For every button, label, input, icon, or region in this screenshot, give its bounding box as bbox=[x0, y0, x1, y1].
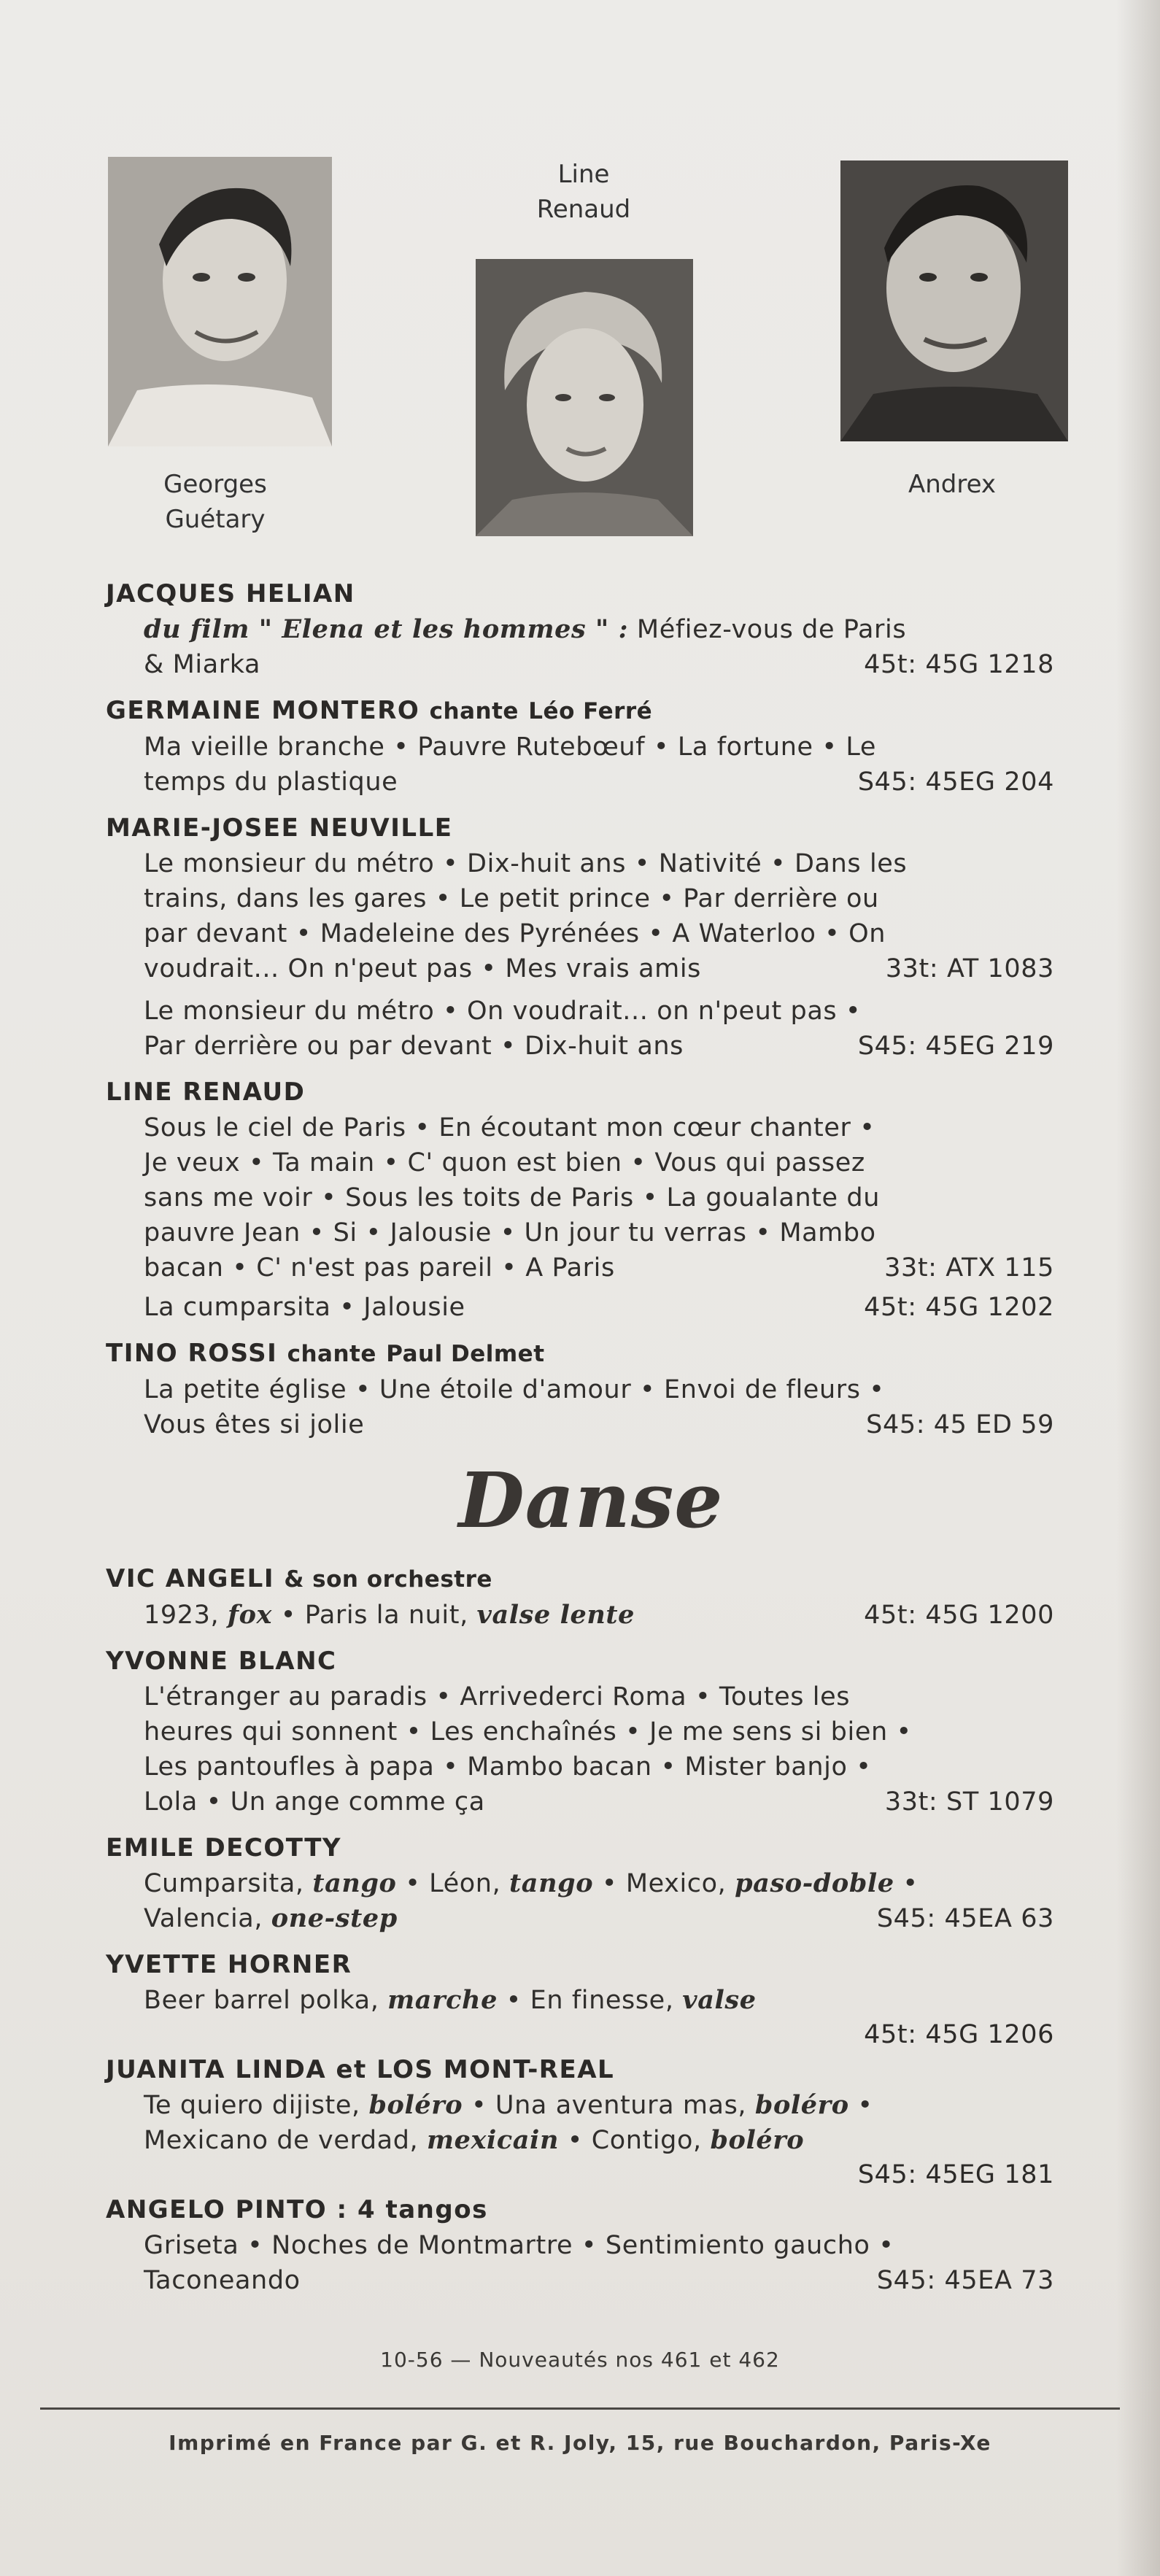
track-text: Valencia, bbox=[144, 1904, 271, 1933]
dance-style: fox bbox=[227, 1600, 273, 1630]
track-line bbox=[144, 1866, 1054, 1901]
artist-block-linda bbox=[106, 2051, 1054, 2192]
track-text: • bbox=[894, 1869, 919, 1898]
artist-name: YVONNE BLANC bbox=[106, 1647, 337, 1676]
catalog-ref: 33t: ATX 115 bbox=[884, 1253, 1054, 1283]
track-line bbox=[144, 1983, 1054, 2018]
artist-main: GERMAINE MONTERO bbox=[106, 696, 420, 725]
dance-style: boléro bbox=[368, 2090, 463, 2120]
track-line bbox=[144, 1250, 1054, 1285]
caption-andrex: Andrex bbox=[908, 470, 997, 499]
artist-name: JACQUES HELIAN bbox=[106, 579, 355, 608]
track-line bbox=[144, 1407, 1054, 1442]
track-text: Par derrière ou par devant • Dix-huit ans bbox=[144, 1032, 684, 1061]
track-text: • Contigo, bbox=[559, 2126, 711, 2155]
artist-composer: Paul Delmet bbox=[386, 1341, 545, 1367]
caption-georges bbox=[109, 467, 321, 537]
portrait-georges-image bbox=[108, 157, 332, 446]
track-line: sans me voir • Sous les toits de Paris • La goualante du bbox=[144, 1183, 881, 1212]
track-line bbox=[144, 951, 1054, 986]
artist-block-angeli bbox=[106, 1560, 1054, 1633]
track-text: Beer barrel polka, bbox=[144, 1986, 388, 2015]
catalog-ref: 45t: 45G 1202 bbox=[864, 1293, 1054, 1322]
track-text: temps du plastique bbox=[144, 767, 398, 797]
track-line: par devant • Madeleine des Pyrénées • A Waterloo • On bbox=[144, 919, 886, 948]
portrait-andrex-image bbox=[840, 160, 1068, 441]
artist-block-montero bbox=[106, 692, 1054, 800]
track-line: Sous le ciel de Paris • En écoutant mon cœur chanter • bbox=[144, 1113, 875, 1142]
artist-block-rossi bbox=[106, 1335, 1054, 1442]
dance-style: tango bbox=[312, 1868, 397, 1898]
track-line: heures qui sonnent • Les enchaînés • Je me sens si bien • bbox=[144, 1717, 912, 1747]
artist-name: MARIE-JOSEE NEUVILLE bbox=[106, 813, 453, 843]
artist-name bbox=[106, 1335, 1054, 1372]
artist-name bbox=[106, 692, 1054, 730]
dance-style: one-step bbox=[271, 1903, 398, 1933]
track-text: Mexicano de verdad, bbox=[144, 2126, 427, 2155]
track-line bbox=[144, 2123, 1054, 2158]
track-line: La petite église • Une étoile d'amour • Envoi de fleurs • bbox=[144, 1375, 885, 1404]
portrait-line-renaud bbox=[476, 259, 693, 536]
track-text: • En finesse, bbox=[497, 1986, 683, 2015]
track-text: bacan • C' n'est pas pareil • A Paris bbox=[144, 1253, 615, 1283]
catalog-ref: S45: 45EA 63 bbox=[876, 1904, 1054, 1933]
catalog-ref: 45t: 45G 1206 bbox=[864, 2020, 1054, 2049]
dance-style: paso-doble bbox=[735, 1868, 894, 1898]
track-line bbox=[144, 2263, 1054, 2298]
artist-block-neuville bbox=[106, 810, 1054, 1064]
footer-divider bbox=[40, 2407, 1120, 2410]
track-text: • Mexico, bbox=[593, 1869, 735, 1898]
artist-composer: Léo Ferré bbox=[528, 698, 653, 724]
catalog-ref: S45: 45EG 219 bbox=[857, 1032, 1054, 1061]
track-line: L'étranger au paradis • Arrivederci Roma • Toutes les bbox=[144, 1682, 851, 1711]
track-line: Ma vieille branche • Pauvre Rutebœuf • La fortune • Le bbox=[144, 732, 876, 762]
artist-main: VIC ANGELI bbox=[106, 1564, 274, 1593]
track-line: Le monsieur du métro • Dix-huit ans • Nativité • Dans les bbox=[144, 849, 908, 878]
catalog-ref: 33t: AT 1083 bbox=[885, 954, 1054, 983]
artist-name: JUANITA LINDA et LOS MONT-REAL bbox=[106, 2055, 615, 2084]
artist-suffix: & son orchestre bbox=[284, 1566, 492, 1593]
track-line: pauvre Jean • Si • Jalousie • Un jour tu verras • Mambo bbox=[144, 1218, 876, 1248]
track-line bbox=[144, 1901, 1054, 1936]
portrait-georges-guetary bbox=[108, 157, 332, 446]
track-text: Taconeando bbox=[144, 2266, 301, 2295]
artist-block-blanc bbox=[106, 1643, 1054, 1819]
section-title-danse: Danse bbox=[458, 1455, 724, 1545]
catalog-ref: 45t: 45G 1200 bbox=[864, 1601, 1054, 1630]
page-edge-shadow bbox=[1116, 0, 1160, 2576]
caption-line-last: Renaud bbox=[536, 195, 631, 224]
chanson-listing bbox=[106, 565, 1054, 1442]
catalog-ref: S45: 45EG 181 bbox=[857, 2160, 1054, 2189]
dance-style: tango bbox=[509, 1868, 594, 1898]
track-text: Te quiero dijiste, bbox=[144, 2091, 369, 2120]
artist-block-decotty bbox=[106, 1830, 1054, 1936]
caption-line-renaud bbox=[478, 157, 689, 227]
dance-style: boléro bbox=[710, 2125, 805, 2155]
track-line bbox=[144, 1029, 1054, 1064]
portrait-andrex bbox=[840, 160, 1068, 441]
caption-georges-first: Georges bbox=[163, 470, 267, 499]
dance-style: marche bbox=[387, 1985, 498, 2015]
portrait-line-image bbox=[476, 259, 693, 536]
dance-style: mexicain bbox=[427, 2125, 559, 2155]
artist-name: LINE RENAUD bbox=[106, 1078, 306, 1107]
dance-style: valse lente bbox=[476, 1600, 635, 1630]
artist-block-helian bbox=[106, 576, 1054, 682]
artist-block-renaud bbox=[106, 1074, 1054, 1325]
edition-note: 10-56 — Nouveautés nos 461 et 462 bbox=[380, 2348, 780, 2372]
track-text: Lola • Un ange comme ça bbox=[144, 1787, 485, 1817]
track-line: Les pantoufles à papa • Mambo bacan • Mister banjo • bbox=[144, 1752, 872, 1782]
track-text: Méfiez-vous de Paris bbox=[628, 615, 907, 644]
artist-name: ANGELO PINTO : 4 tangos bbox=[106, 2195, 488, 2224]
track-text: • Una aventura mas, bbox=[463, 2091, 755, 2120]
track-line bbox=[144, 612, 1054, 647]
caption-line-first: Line bbox=[557, 160, 610, 189]
track-text: • bbox=[848, 2091, 873, 2120]
track-line: Le monsieur du métro • On voudrait... on n'peut pas • bbox=[144, 997, 862, 1026]
track-text: Vous êtes si jolie bbox=[144, 1410, 365, 1439]
track-text: • Paris la nuit, bbox=[272, 1601, 477, 1630]
danse-listing bbox=[106, 1550, 1054, 2298]
artist-main: TINO ROSSI bbox=[106, 1339, 278, 1368]
dance-style: boléro bbox=[754, 2090, 849, 2120]
track-text: • Léon, bbox=[396, 1869, 510, 1898]
track-line: Je veux • Ta main • C' quon est bien • Vous qui passez bbox=[144, 1148, 865, 1177]
track-line bbox=[144, 1290, 1054, 1325]
film-title: du film " Elena et les hommes " : bbox=[144, 614, 629, 644]
artist-name bbox=[106, 1560, 1054, 1598]
track-line bbox=[144, 2088, 1054, 2123]
track-text: & Miarka bbox=[144, 650, 261, 679]
catalog-ref: S45: 45 ED 59 bbox=[866, 1410, 1054, 1439]
catalog-ref: 45t: 45G 1218 bbox=[864, 650, 1054, 679]
track-text: 1923, bbox=[144, 1601, 228, 1630]
artist-block-horner bbox=[106, 1946, 1054, 2051]
track-line: Griseta • Noches de Montmartre • Sentimiento gaucho • bbox=[144, 2231, 894, 2260]
dance-style: valse bbox=[682, 1985, 757, 2015]
track-line: trains, dans les gares • Le petit prince • Par derrière ou bbox=[144, 884, 879, 913]
catalog-ref: S45: 45EA 73 bbox=[876, 2266, 1054, 2295]
catalog-ref: 33t: ST 1079 bbox=[884, 1787, 1054, 1817]
printer-imprint: Imprimé en France par G. et R. Joly, 15, rue Bouchardon, Paris-Xe bbox=[169, 2431, 991, 2455]
track-line bbox=[144, 765, 1054, 800]
track-text: La cumparsita • Jalousie bbox=[144, 1293, 465, 1322]
catalog-ref: S45: 45EG 204 bbox=[857, 767, 1054, 797]
artist-chante: chante bbox=[429, 698, 519, 724]
artist-block-pinto bbox=[106, 2192, 1054, 2298]
track-text: Cumparsita, bbox=[144, 1869, 313, 1898]
artist-chante: chante bbox=[287, 1341, 376, 1367]
artist-name: YVETTE HORNER bbox=[106, 1950, 352, 1979]
track-line bbox=[144, 647, 1054, 682]
track-line bbox=[144, 1598, 1054, 1633]
caption-georges-last: Guétary bbox=[165, 505, 266, 534]
artist-name: EMILE DECOTTY bbox=[106, 1833, 342, 1863]
track-line bbox=[144, 1784, 1054, 1819]
track-text: voudrait... On n'peut pas • Mes vrais amis bbox=[144, 954, 701, 983]
